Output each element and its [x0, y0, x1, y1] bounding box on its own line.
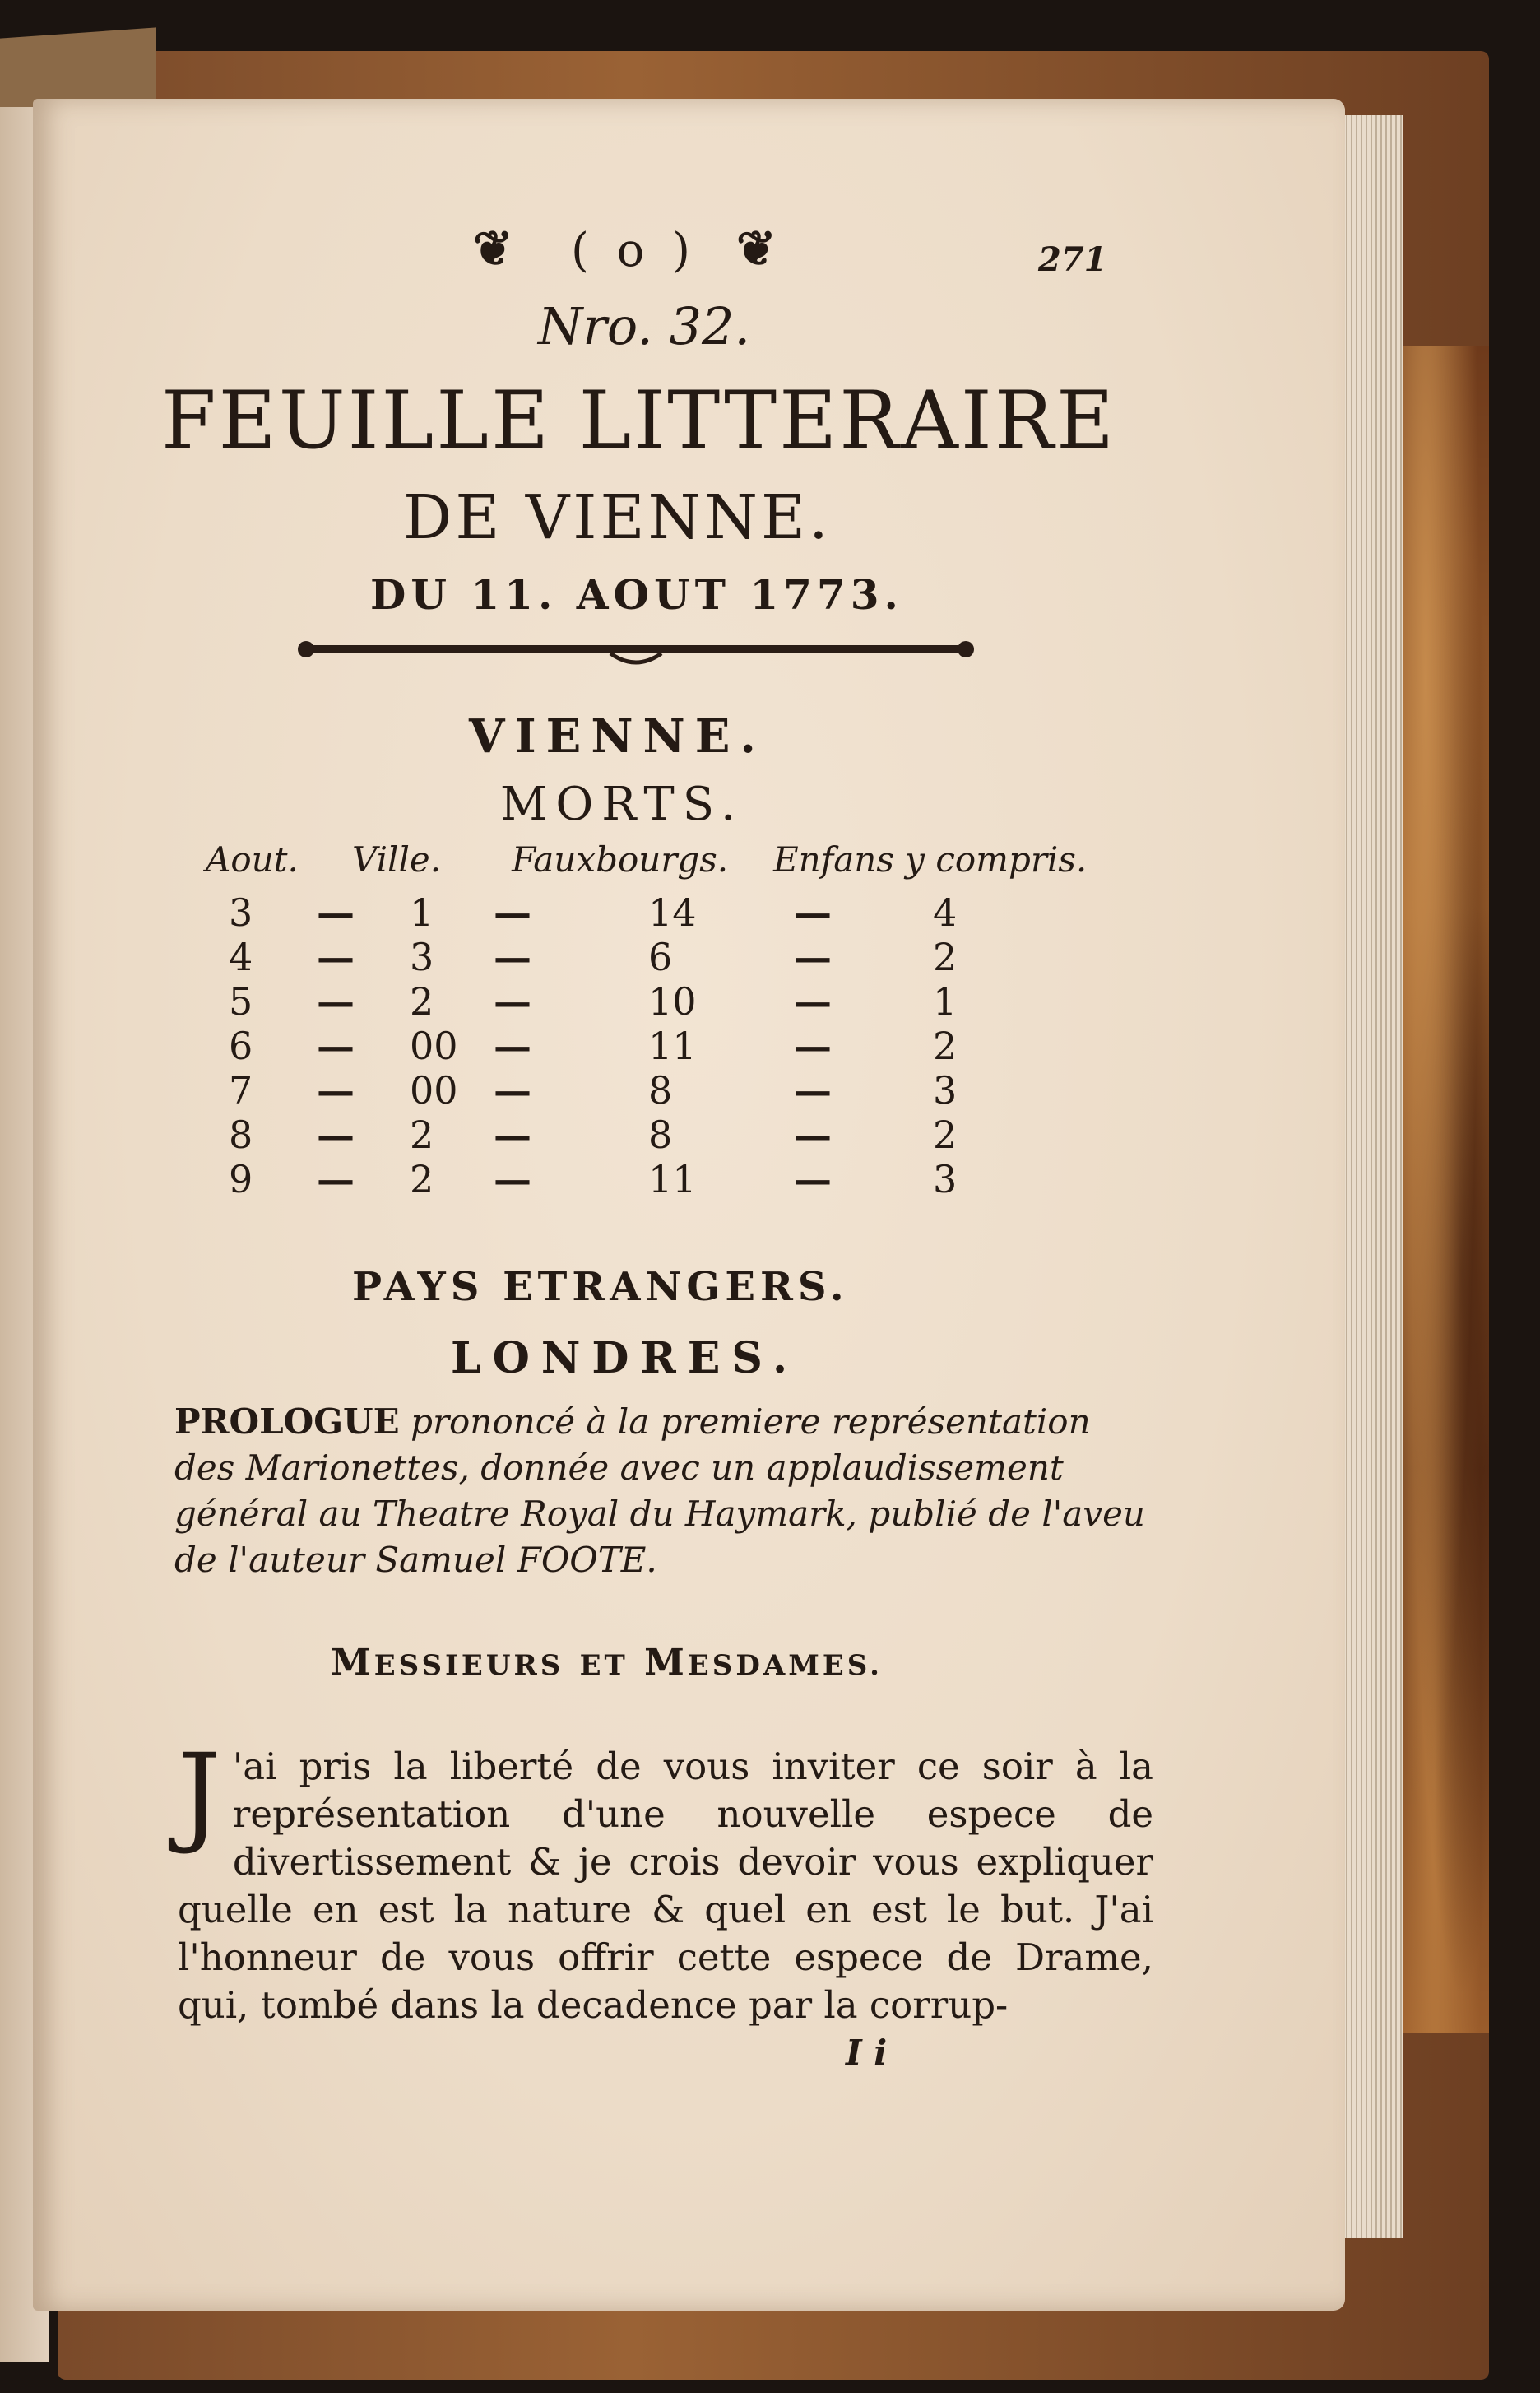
table-dash: — [317, 890, 355, 935]
header-parenthesis: ( o ) [571, 224, 698, 277]
table-cell: 1 [933, 979, 958, 1024]
table-dash: — [494, 1113, 531, 1157]
table-cell: 8 [229, 1113, 253, 1157]
prologue-paragraph [174, 1399, 1162, 1583]
table-dash: — [494, 1068, 531, 1113]
table-cell: 6 [648, 935, 673, 979]
issue-date: DU 11. AOUT 1773. [370, 570, 903, 619]
city-heading: VIENNE. [469, 709, 766, 764]
prologue-lead: PROLOGUE [174, 1401, 400, 1442]
table-dash: — [494, 1024, 531, 1068]
table-dash: — [317, 935, 355, 979]
table-dash: — [794, 935, 832, 979]
table-cell: 4 [933, 890, 958, 935]
table-cell: 2 [410, 1113, 434, 1157]
table-cell: 2 [933, 1024, 958, 1068]
page-subtitle: DE VIENNE. [403, 482, 832, 553]
drop-cap: J [178, 1731, 221, 1857]
table-dash: — [317, 979, 355, 1024]
ornamental-rule [298, 634, 974, 670]
table-cell: 2 [933, 935, 958, 979]
prologue-text: prononcé à la premiere représentation des Marionettes, donnée avec un applaudissement général au Theatre Royal du Haymark, publié de l'aveu de l'auteur Samuel FOOTE. [174, 1401, 1145, 1580]
salutation: MESSIEURS ET MESDAMES. [331, 1642, 883, 1684]
fleuron-left-icon: ❦ [473, 221, 513, 276]
table-cell: 00 [410, 1024, 458, 1068]
col-header-suburbs: Fauxbourgs. [512, 839, 729, 880]
table-cell: 11 [648, 1024, 697, 1068]
table-cell: 4 [229, 935, 253, 979]
table-cell: 00 [410, 1068, 458, 1113]
table-dash: — [317, 1068, 355, 1113]
table-cell: 6 [229, 1024, 253, 1068]
table-cell: 8 [648, 1068, 673, 1113]
col-header-children: Enfans y compris. [773, 839, 1088, 880]
table-cell: 3 [933, 1068, 958, 1113]
table-cell: 2 [410, 979, 434, 1024]
section-heading: PAYS ETRANGERS. [352, 1264, 849, 1310]
body-paragraph [178, 1731, 1153, 2029]
table-dash: — [494, 935, 531, 979]
table-cell: 2 [933, 1113, 958, 1157]
table-dash: — [794, 1068, 832, 1113]
table-cell: 9 [229, 1157, 253, 1201]
table-cell: 14 [648, 890, 697, 935]
table-dash: — [794, 979, 832, 1024]
table-cell: 1 [410, 890, 434, 935]
table-dash: — [794, 1113, 832, 1157]
fleuron-right-icon: ❦ [736, 221, 777, 276]
table-dash: — [494, 1157, 531, 1201]
table-cell: 3 [229, 890, 253, 935]
col-header-month: Aout. [206, 839, 299, 880]
page-title: FEUILLE LITTERAIRE [161, 374, 1117, 467]
table-dash: — [794, 890, 832, 935]
table-cell: 11 [648, 1157, 697, 1201]
table-dash: — [794, 1157, 832, 1201]
table-cell: 3 [410, 935, 434, 979]
table-dash: — [494, 979, 531, 1024]
table-dash: — [317, 1113, 355, 1157]
issue-number: Nro. 32. [538, 296, 751, 356]
table-cell: 3 [933, 1157, 958, 1201]
table-cell: 7 [229, 1068, 253, 1113]
marbled-spine [1399, 346, 1489, 2033]
table-dash: — [317, 1157, 355, 1201]
body-text: 'ai pris la liberté de vous inviter ce soir à la représentation d'une nouvelle espece de divertissement & je crois devoir vous expliquer quelle en est la nature & quel en est le but. J'ai l'honneur de vous offrir cette espece de Drame, qui, tombé dans la decadence par la corrup- [178, 1745, 1153, 2027]
table-cell: 8 [648, 1113, 673, 1157]
signature-mark: I i [846, 2033, 888, 2073]
table-cell: 2 [410, 1157, 434, 1201]
page-number: 271 [1038, 240, 1107, 279]
col-header-city: Ville. [352, 839, 442, 880]
place-heading: LONDRES. [451, 1333, 800, 1383]
table-cell: 5 [229, 979, 253, 1024]
table-dash: — [317, 1024, 355, 1068]
table-caption: MORTS. [500, 778, 744, 831]
table-dash: — [494, 890, 531, 935]
table-cell: 10 [648, 979, 697, 1024]
table-dash: — [794, 1024, 832, 1068]
